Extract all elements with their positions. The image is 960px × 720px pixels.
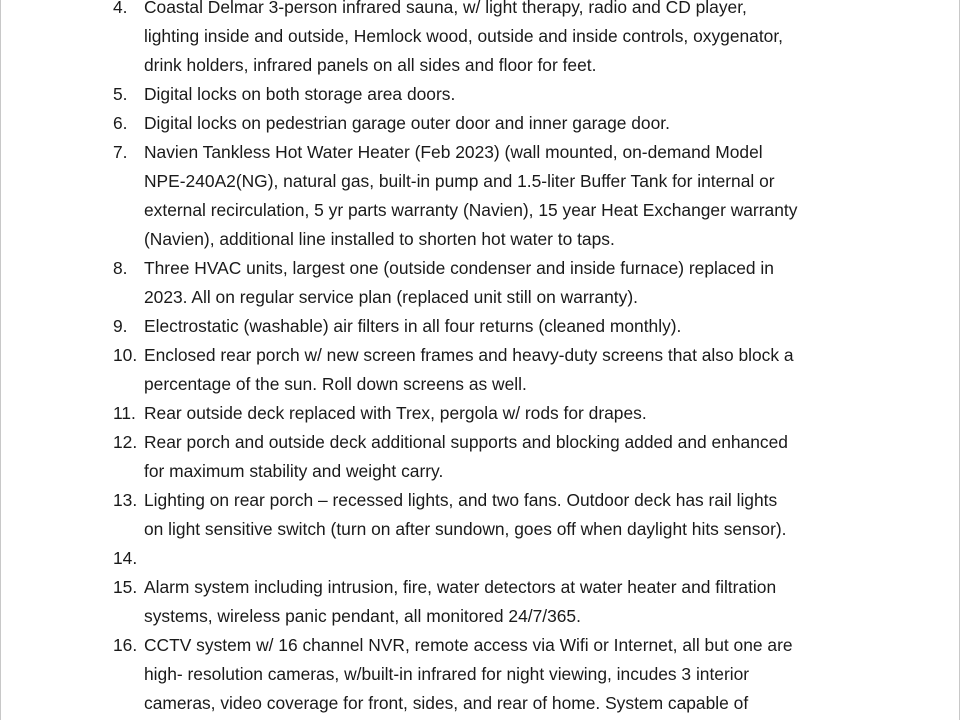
- list-item-11: [1, 399, 889, 428]
- item-text-line: high- resolution cameras, w/built-in infrared for night viewing, incudes 3 interior: [144, 664, 750, 684]
- item-number: 15.: [113, 577, 138, 597]
- item-text-line: Alarm system including intrusion, fire, water detectors at water heater and filtration: [144, 577, 777, 597]
- item-text-line: systems, wireless panic pendant, all monitored 24/7/365.: [144, 606, 581, 626]
- item-text-line: CCTV system w/ 16 channel NVR, remote access via Wifi or Internet, all but one are: [144, 635, 793, 655]
- item-text-line: (Navien), additional line installed to shorten hot water to taps.: [144, 229, 615, 249]
- item-text-line: Three HVAC units, largest one (outside condenser and inside furnace) replaced in: [144, 258, 774, 278]
- item-text-line: percentage of the sun. Roll down screens as well.: [144, 374, 527, 394]
- item-number: 12.: [113, 432, 138, 452]
- item-text-line: Rear outside deck replaced with Trex, pergola w/ rods for drapes.: [144, 403, 647, 423]
- item-text-line: Digital locks on pedestrian garage outer door and inner garage door.: [144, 113, 670, 133]
- item-text-line: Electrostatic (washable) air filters in all four returns (cleaned monthly).: [144, 316, 682, 336]
- list-item-4: [1, 0, 889, 80]
- item-number: 14.: [113, 548, 138, 568]
- item-text-line: Navien Tankless Hot Water Heater (Feb 2023) (wall mounted, on-demand Model: [144, 142, 763, 162]
- item-text-line: for maximum stability and weight carry.: [144, 461, 444, 481]
- list-item-9: [1, 312, 889, 341]
- item-number: 5.: [113, 84, 128, 104]
- item-text-line: Coastal Delmar 3-person infrared sauna, w/ light therapy, radio and CD player,: [144, 0, 747, 17]
- list-item-13: [1, 486, 889, 544]
- item-number: 13.: [113, 490, 138, 510]
- list-item-8: [1, 254, 889, 312]
- list-item-7: [1, 138, 889, 254]
- item-text-line: Digital locks on both storage area doors.: [144, 84, 456, 104]
- features-list: [1, 0, 889, 718]
- item-number: 6.: [113, 113, 128, 133]
- item-text-line: 2023. All on regular service plan (replaced unit still on warranty).: [144, 287, 638, 307]
- item-number: 4.: [113, 0, 128, 17]
- list-item-5: [1, 80, 889, 109]
- list-item-16: [1, 631, 889, 718]
- item-number: 11.: [113, 403, 136, 423]
- list-item-15: [1, 573, 889, 631]
- item-text-line: cameras, video coverage for front, sides, and rear of home. System capable of: [144, 693, 749, 713]
- item-text-line: lighting inside and outside, Hemlock wood, outside and inside controls, oxygenator,: [144, 26, 784, 46]
- list-item-10: [1, 341, 889, 399]
- item-text-line: on light sensitive switch (turn on after sundown, goes off when daylight hits sensor).: [144, 519, 787, 539]
- list-item-12: [1, 428, 889, 486]
- item-text-line: Lighting on rear porch – recessed lights, and two fans. Outdoor deck has rail lights: [144, 490, 778, 510]
- item-text-line: [144, 544, 889, 573]
- item-number: 7.: [113, 142, 128, 162]
- item-number: 10.: [113, 345, 138, 365]
- list-item-6: [1, 109, 889, 138]
- list-item-14: [1, 544, 889, 573]
- item-text-line: Rear porch and outside deck additional supports and blocking added and enhanced: [144, 432, 788, 452]
- item-number: 9.: [113, 316, 128, 336]
- item-text-line: Enclosed rear porch w/ new screen frames and heavy-duty screens that also block a: [144, 345, 794, 365]
- item-text-line: NPE-240A2(NG), natural gas, built-in pump and 1.5-liter Buffer Tank for internal or: [144, 171, 775, 191]
- item-number: 8.: [113, 258, 128, 278]
- item-text-line: external recirculation, 5 yr parts warranty (Navien), 15 year Heat Exchanger warranty: [144, 200, 798, 220]
- item-text-line: drink holders, infrared panels on all sides and floor for feet.: [144, 55, 597, 75]
- item-number: 16.: [113, 635, 138, 655]
